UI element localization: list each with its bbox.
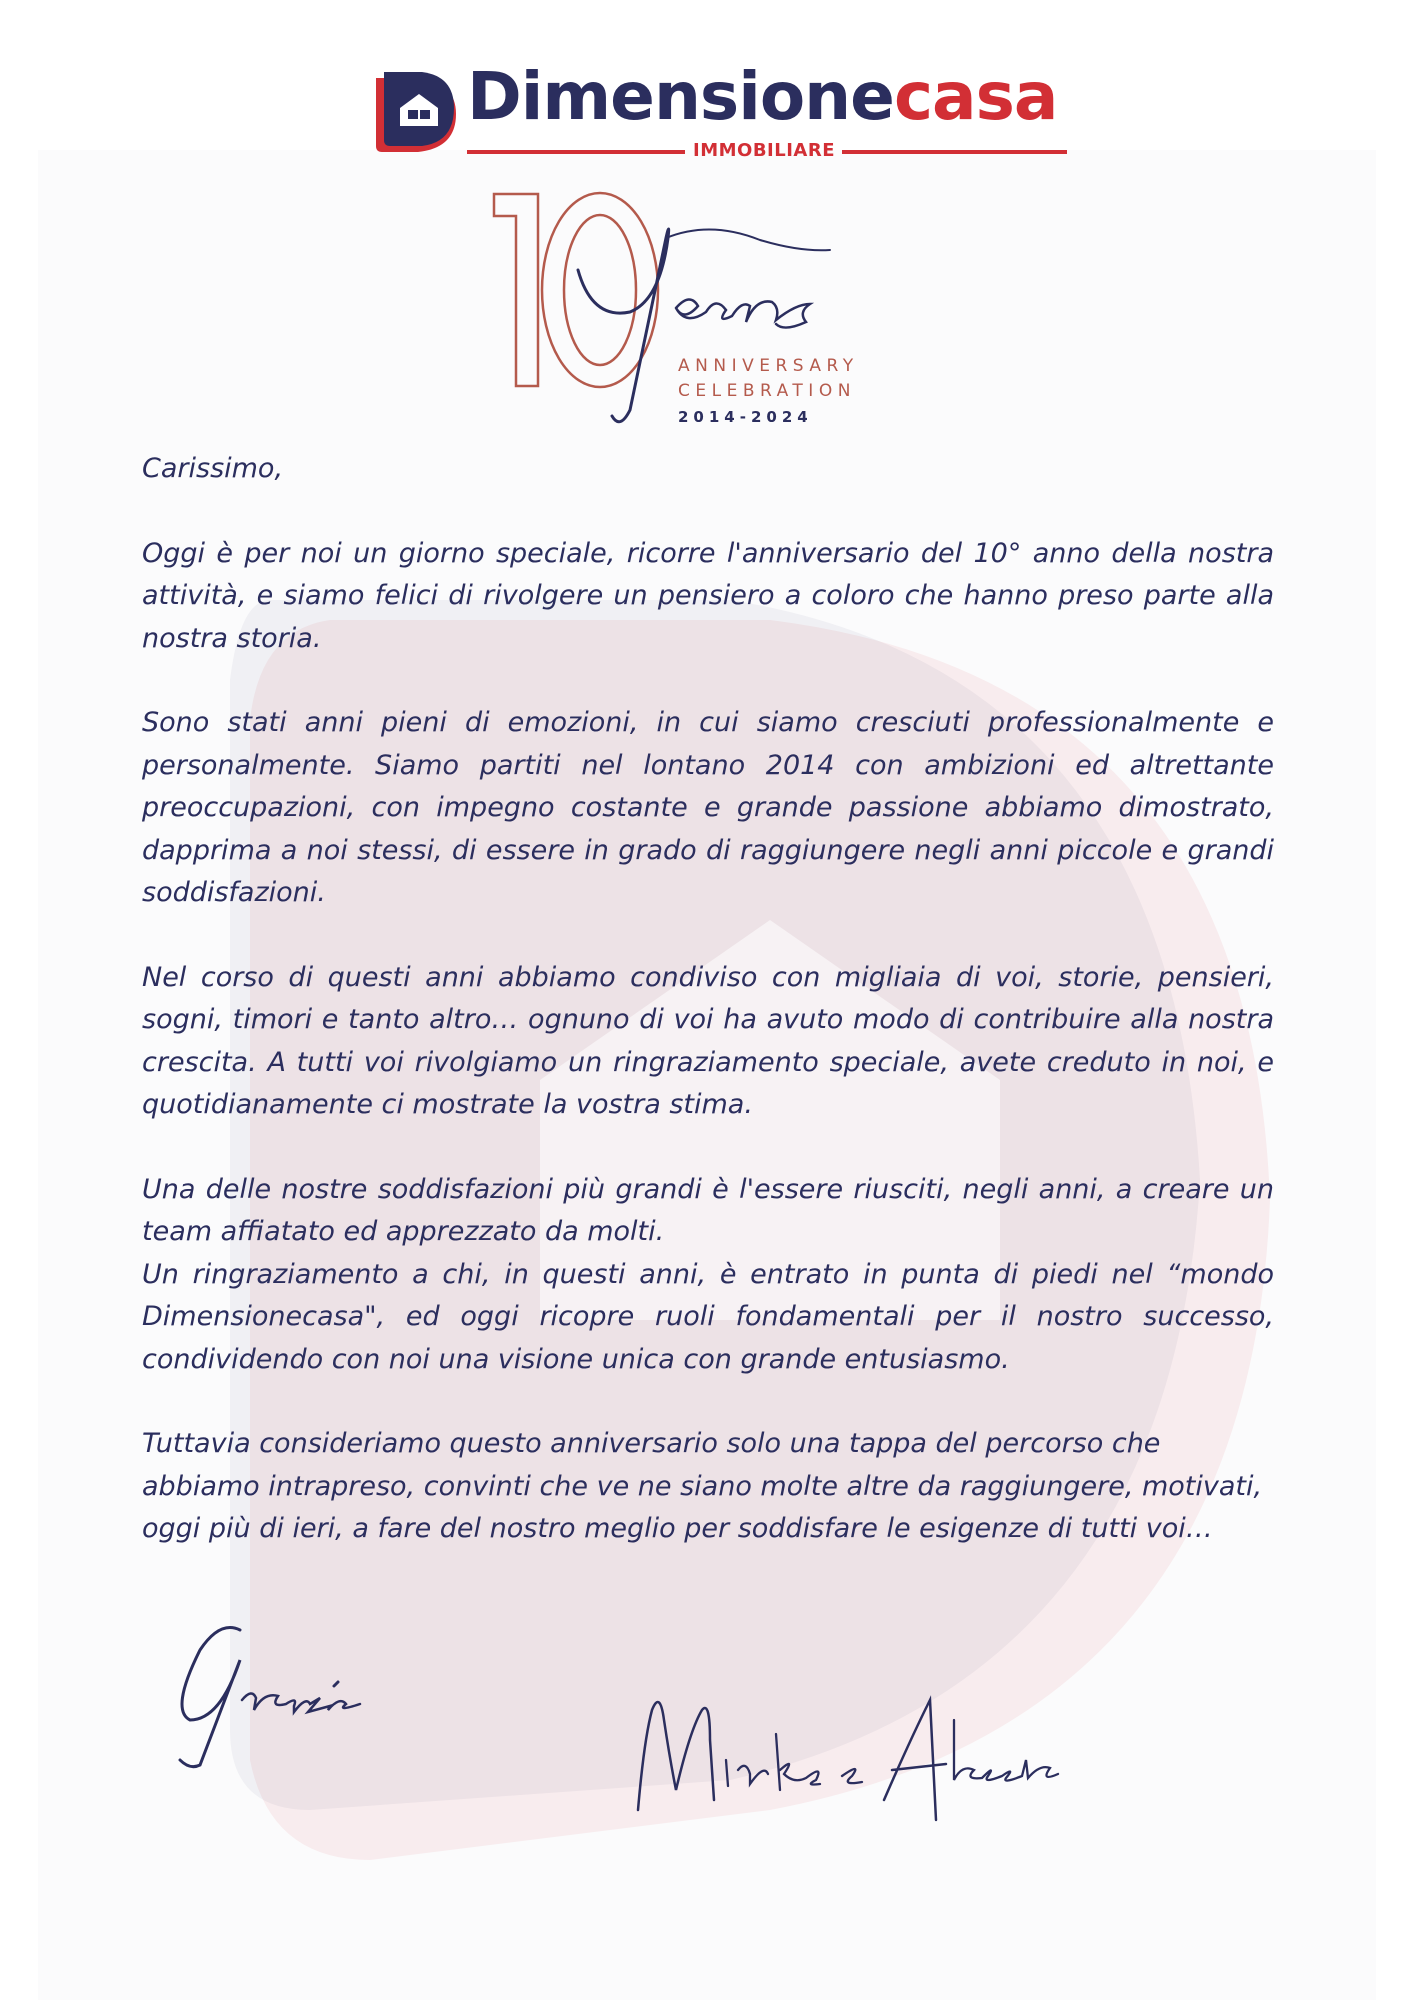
paragraph-5: Un ringraziamento a chi, in questi anni, è entrato in punta di piedi nel “mondo Dimensionecasa", ed oggi ricopre ruoli fondamentali per il nostro successo, condividendo con noi una visione unica con grande entusiasmo.: [142, 1258, 1274, 1375]
paragraph-6: Tuttavia consideriamo questo anniversario solo una tappa del percorso che abbiamo intrapreso, convinti che ve ne siano molte altre da raggiungere, motivati, oggi più di ieri, a fare del nostro meglio per soddisfare le esigenze di tutti voi…: [142, 1428, 1263, 1544]
brand-name-accent: casa: [893, 58, 1058, 135]
brand-rule-left: [467, 150, 685, 154]
salutation: Carissimo,: [142, 453, 284, 484]
brand-subtitle: IMMOBILIARE: [693, 140, 835, 161]
grazie-signature-icon: [160, 1600, 440, 1770]
mirko-alessio-signature-icon: [630, 1680, 1090, 1830]
letter-body: [142, 448, 1274, 1593]
paragraph-2: Sono stati anni pieni di emozioni, in cui siamo cresciuti professionalmente e personalmente. Siamo partiti nel lontano 2014 con ambizioni ed altrettante preoccupazioni, con impegno costante e grande passione abbiamo dimostrato, dapprima a noi stessi, di essere in grado di raggiungere negli anni piccole e grandi soddisfazioni.: [142, 707, 1274, 908]
brand-logo: [372, 58, 1072, 166]
emblem-anniversary: ANNIVERSARY: [678, 356, 859, 376]
brand-rule-right: [842, 150, 1067, 154]
anniversary-emblem: [480, 180, 900, 440]
brand-name-primary: Dimensione: [467, 58, 894, 135]
brand-name: [467, 58, 1058, 135]
ten-years-graphic: [480, 180, 900, 440]
paragraph-1: Oggi è per noi un giorno speciale, ricorre l'anniversario del 10° anno della nostra attività, e siamo felici di rivolgere un pensiero a coloro che hanno preso parte alla nostra storia.: [142, 537, 1274, 654]
emblem-years-range: 2014-2024: [678, 408, 813, 426]
paragraph-3: Nel corso di questi anni abbiamo condiviso con migliaia di voi, storie, pensieri, sogni, timori e tanto altro… ognuno di voi ha avuto modo di contribuire alla nostra crescita. A tutti voi rivolgiamo un ringraziamento speciale, avete creduto in noi, e quotidianamente ci mostrate la vostra stima.: [142, 961, 1274, 1120]
house-logo-icon: [372, 68, 460, 156]
paragraph-4: Una delle nostre soddisfazioni più grandi è l'essere riusciti, negli anni, a creare un team affiatato ed apprezzato da molti.: [142, 1173, 1274, 1247]
emblem-celebration: CELEBRATION: [678, 381, 856, 401]
